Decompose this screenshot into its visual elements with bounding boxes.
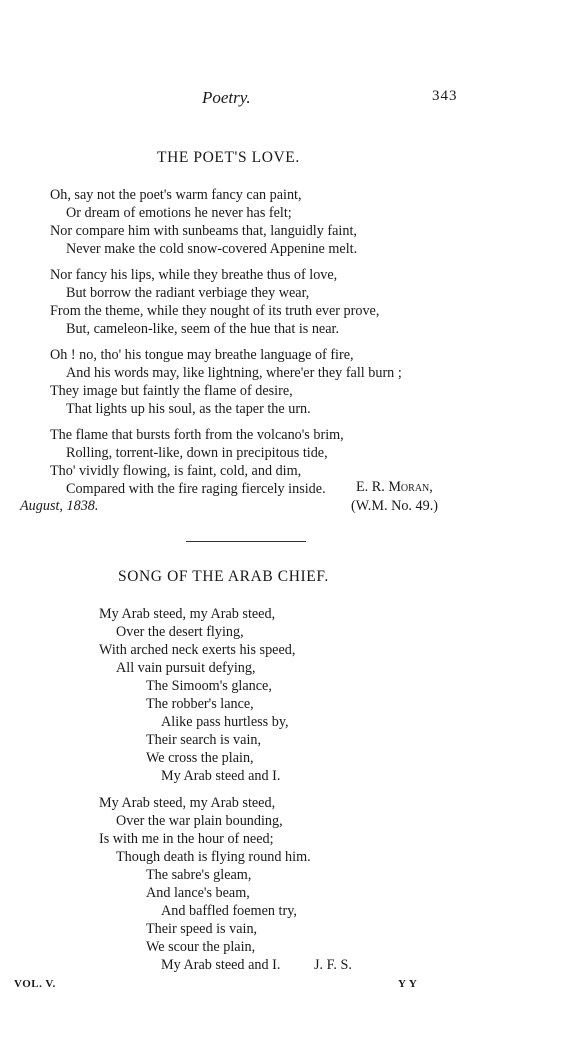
poem-line: Oh, say not the poet's warm fancy can paint, [50,187,302,203]
poem-line: The sabre's gleam, [146,867,252,883]
poem-line: Or dream of emotions he never has felt; [66,205,292,221]
poem-line: Though death is flying round him. [116,849,311,865]
poem-line: From the theme, while they nought of its truth ever prove, [50,303,380,319]
poem-line: And lance's beam, [146,885,250,901]
poem-line: With arched neck exerts his speed, [99,642,296,658]
poem-title: SONG OF THE ARAB CHIEF. [118,568,329,585]
poem-line: Compared with the fire raging fiercely inside. [66,481,326,497]
poem-line: But, cameleon-like, seem of the hue that is near. [66,321,340,337]
date-line: August, 1838. [20,498,99,514]
poem-line: The flame that bursts forth from the volcano's brim, [50,427,344,443]
poem-line: Nor compare him with sunbeams that, languidly faint, [50,223,357,239]
author-attribution: E. R. Moran, [356,479,433,495]
volume-label: VOL. V. [14,978,56,990]
poem-line: We cross the plain, [146,750,254,766]
signature-mark: Y Y [398,978,418,990]
poem-line: And baffled foemen try, [161,903,297,919]
poem-line: My Arab steed and I. [161,768,281,784]
poem-line: We scour the plain, [146,939,256,955]
poem-line: And his words may, like lightning, where'er they fall burn ; [66,365,402,381]
poem-line: Over the desert flying, [116,624,244,640]
poem-line: Alike pass hurtless by, [161,714,289,730]
poem-line: Their speed is vain, [146,921,258,937]
poem-line: The robber's lance, [146,696,254,712]
poem-line: Oh ! no, tho' his tongue may breathe language of fire, [50,347,354,363]
author-attribution: J. F. S. [314,957,352,973]
poem-line: Is with me in the hour of need; [99,831,274,847]
poem-line: But borrow the radiant verbiage they wear, [66,285,310,301]
poem-line: Never make the cold snow-covered Appenine melt. [66,241,358,257]
section-divider [186,541,306,542]
poem-line: Tho' vividly flowing, is faint, cold, and dim, [50,463,302,479]
poem-line: Rolling, torrent-like, down in precipitous tide, [66,445,328,461]
poem-line: Nor fancy his lips, while they breathe thus of love, [50,267,338,283]
poem-title: THE POET'S LOVE. [157,149,300,166]
page-number: 343 [432,88,458,104]
poem-line: They image but faintly the flame of desire, [50,383,293,399]
poem-line: My Arab steed and I. [161,957,281,973]
poem-line: My Arab steed, my Arab steed, [99,795,276,811]
poem-line: My Arab steed, my Arab steed, [99,606,276,622]
poem-line: That lights up his soul, as the taper the urn. [66,401,311,417]
poem-line: The Simoom's glance, [146,678,272,694]
running-header-title: Poetry. [202,88,251,107]
poem-line: All vain pursuit defying, [116,660,256,676]
poem-line: Over the war plain bounding, [116,813,283,829]
poem-line: Their search is vain, [146,732,262,748]
source-reference: (W.M. No. 49.) [351,498,438,514]
